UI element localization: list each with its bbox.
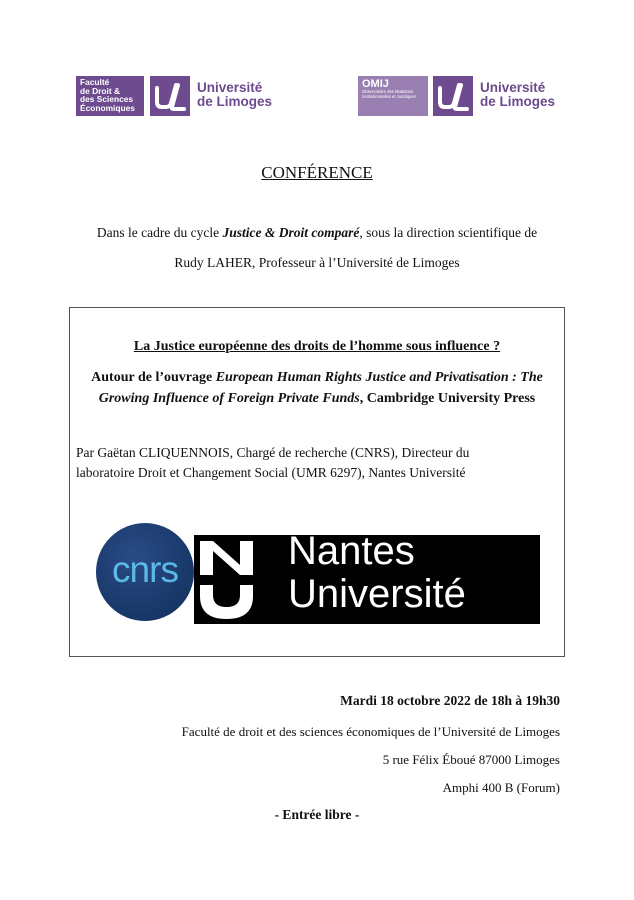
university-name-line: Université — [480, 80, 546, 95]
book-reference — [74, 367, 560, 409]
entry-note: - Entrée libre - — [274, 807, 360, 822]
university-name-line: de Limoges — [480, 94, 556, 109]
speaker-info — [76, 443, 560, 483]
intro-line-1 — [60, 225, 574, 241]
university-name-line: de Limoges — [197, 94, 273, 109]
faculty-logo-line: des Sciences — [80, 94, 134, 105]
book-publisher: , Cambridge University Press — [359, 391, 536, 406]
speaker-line: laboratoire Droit et Changement Social (UMR 6297), Nantes Université — [76, 465, 466, 480]
university-logo-text — [480, 81, 555, 109]
university-logo-text — [197, 81, 272, 109]
intro-line-2: Rudy LAHER, Professeur à l’Université de Limoges — [174, 255, 460, 270]
cycle-name: Justice & Droit comparé — [222, 225, 360, 240]
event-address: 5 rue Félix Éboué 87000 Limoges — [382, 752, 560, 767]
conference-topic-title: La Justice européenne des droits de l’homme sous influence ? — [133, 339, 501, 354]
faculty-logo — [76, 76, 144, 116]
speaker-line: Par Gaëtan CLIQUENNOIS, Chargé de recherche (CNRS), Directeur du — [76, 445, 470, 460]
cnrs-logo-text: cnrs — [112, 549, 178, 590]
ul-logo-mark-icon — [433, 76, 473, 116]
conference-title: CONFÉRENCE — [261, 163, 373, 182]
intro-prefix: Dans le cadre du cycle — [96, 225, 223, 240]
book-title: European Human Rights Justice and Privatisation : The Growing Influence of Foreign Private Funds — [98, 370, 543, 406]
book-prefix: Autour de l’ouvrage — [91, 370, 216, 385]
omij-logo-title: OMIJ — [362, 78, 389, 90]
nantes-logo-line: Université — [288, 572, 466, 616]
event-room: Amphi 400 B (Forum) — [442, 780, 560, 795]
intro-suffix: , sous la direction scientifique de — [359, 225, 538, 240]
nantes-logo-text — [288, 530, 466, 616]
faculty-logo-line: Économiques — [80, 102, 135, 113]
nantes-logo-line: Nantes — [288, 529, 415, 573]
university-name-line: Université — [197, 80, 263, 95]
faculty-logo-line: Faculté — [80, 77, 110, 87]
nantes-logo-mark-icon — [194, 535, 274, 624]
ul-logo-mark-icon — [150, 76, 190, 116]
omij-logo — [358, 76, 428, 116]
event-date: Mardi 18 octobre 2022 de 18h à 19h30 — [340, 693, 560, 708]
event-venue: Faculté de droit et des sciences économiques de l’Université de Limoges — [181, 724, 560, 739]
omij-logo-subtitle: Observatoire des Mutations Institutionnelles et Juridiques — [362, 89, 416, 99]
faculty-logo-line: de Droit & — [80, 85, 121, 96]
